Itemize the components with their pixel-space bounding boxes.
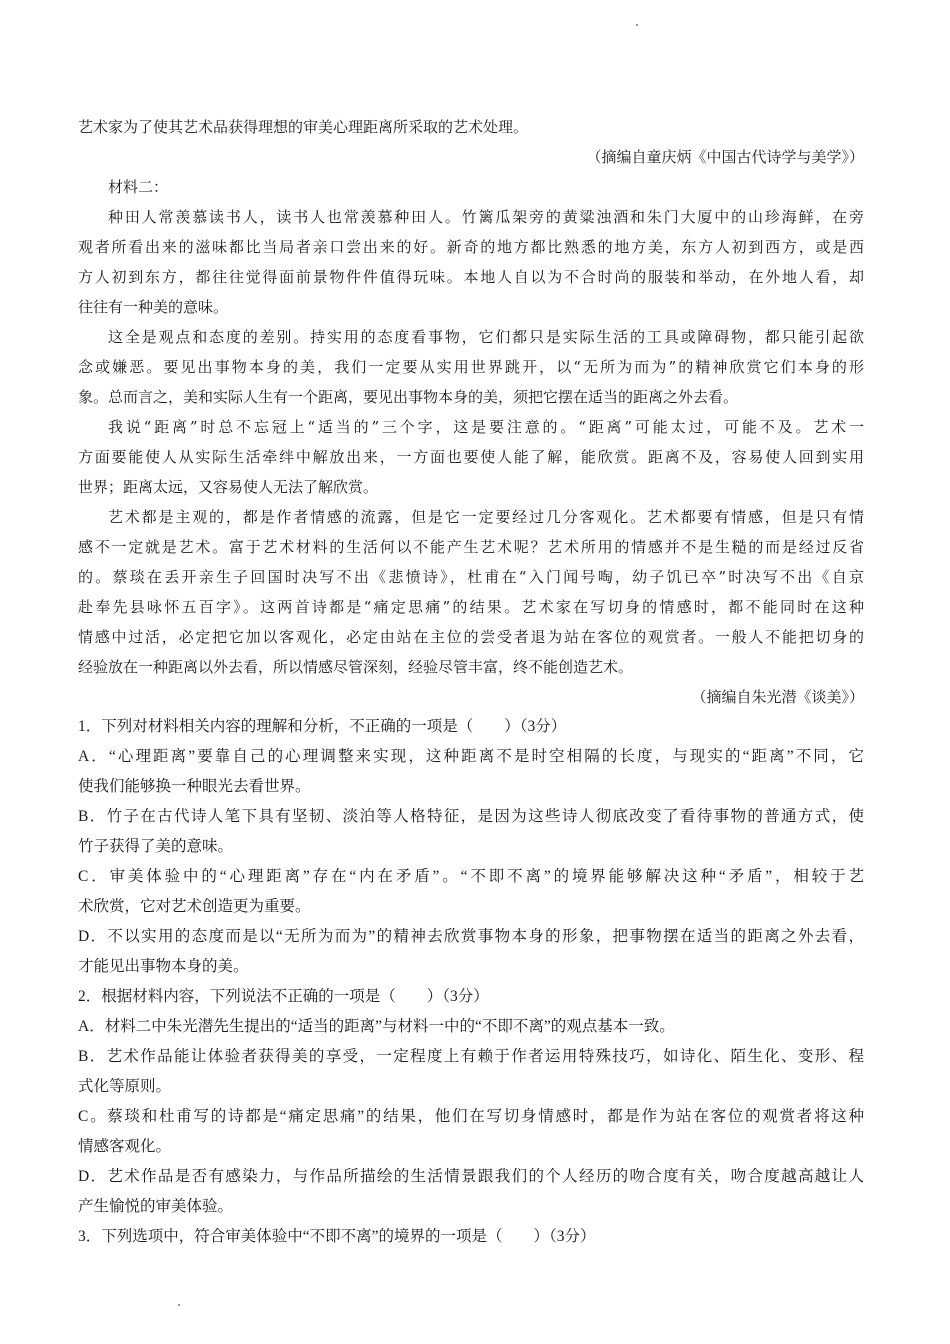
scan-dot-bottom	[178, 1304, 180, 1306]
question-stem: 2．根据材料内容，下列说法不正确的一项是（ ）（3分）	[78, 988, 489, 1005]
option-line: D．不以实用的态度而是以“无所为而为”的精神去欣赏事物本身的形象，把事物摆在适当的距离之外去看，	[78, 928, 864, 945]
option-line: 式化等原则。	[78, 1078, 172, 1095]
paragraph-line: 这全是观点和态度的差别。持实用的态度看事物，它们都只是实际生活的工具或障碍物，都只能引起欲	[108, 328, 864, 346]
paragraph-line: 念或嫌恶。要见出事物本身的美，我们一定要从实用世界跳开，以“无所为而为”的精神欣赏它们本身的形	[78, 358, 864, 376]
paragraph-line: 我说“距离”时总不忘冠上“适当的”三个字，这是要注意的。“距离”可能太过，可能不及。艺术一	[108, 418, 864, 436]
option-c[interactable]	[78, 862, 864, 922]
option-line: C。蔡琰和杜甫写的诗都是“痛定思痛”的结果，他们在写切身情感时，都是作为站在客位的观赏者将这种	[78, 1108, 864, 1125]
material2-paragraph-2	[78, 322, 864, 412]
question-stem: 1．下列对材料相关内容的理解和分析，不正确的一项是（ ）（3分）	[78, 718, 567, 735]
option-b[interactable]	[78, 802, 864, 862]
option-a[interactable]	[78, 742, 864, 802]
paragraph-line: 种田人常羡慕读书人，读书人也常羡慕种田人。竹篱瓜架旁的黄粱浊酒和朱门大厦中的山珍海鲜，在旁	[108, 208, 864, 226]
option-line: A．“心理距离”要靠自己的心理调整来实现，这种距离不是时空相隔的长度，与现实的“距离”不同，它	[78, 748, 864, 765]
material1-tail-line: 艺术家为了使其艺术品获得理想的审美心理距离所采取的艺术处理。	[78, 118, 529, 136]
paragraph-line: 情感中过活，必定把它加以客观化，必定由站在主位的尝受者退为站在客位的观赏者。一般人不能把切身的	[78, 628, 864, 646]
question-1	[78, 712, 864, 982]
option-c[interactable]	[78, 1102, 864, 1162]
material2-paragraph-3	[78, 412, 864, 502]
paragraph-line: 象。总而言之，美和实际人生有一个距离，要见出事物本身的美，须把它摆在适当的距离之外去看。	[78, 388, 739, 406]
material2-paragraph-1	[78, 202, 864, 322]
paragraph-line: 赴奉先县咏怀五百字》。这两首诗都是“痛定思痛”的结果。艺术家在写切身的情感时，都不能同时在这种	[78, 598, 864, 616]
question-3	[78, 1222, 864, 1252]
scan-dot-top	[636, 24, 638, 26]
paragraph-line: 往往有一种美的意味。	[78, 298, 229, 316]
option-line: 才能见出事物本身的美。	[78, 958, 249, 975]
option-line: C．审美体验中的“心理距离”存在“内在矛盾”。“不即不离”的境界能够解决这种“矛盾”，相较于艺	[78, 868, 864, 885]
option-line: 竹子获得了美的意味。	[78, 838, 234, 855]
paragraph-line: 观者所看出来的滋味都比当局者亲口尝出来的好。新奇的地方都比熟悉的地方美，东方人初到西方，或是西	[78, 238, 864, 256]
option-line: 情感客观化。	[78, 1138, 172, 1155]
paragraph-line: 经验放在一种距离以外去看，所以情感尽管深刻，经验尽管丰富，终不能创造艺术。	[78, 658, 634, 676]
option-d[interactable]	[78, 1162, 864, 1222]
material2-heading: 材料二：	[108, 178, 169, 196]
option-line: B．艺术作品能让体验者获得美的享受，一定程度上有赖于作者运用特殊技巧，如诗化、陌生化、变形、程	[78, 1048, 864, 1065]
option-line: 术欣赏，它对艺术创造更为重要。	[78, 898, 311, 915]
material2-paragraph-4	[78, 502, 864, 682]
option-a[interactable]	[78, 1012, 864, 1042]
paragraph-line: 世界；距离太远，又容易使人无法了解欣赏。	[78, 478, 379, 496]
question-2	[78, 982, 864, 1222]
option-d[interactable]	[78, 922, 864, 982]
paragraph-line: 方面要能使人从实际生活牵绊中解放出来，一方面也要使人能了解，能欣赏。距离不及，容易使人回到实用	[78, 448, 864, 466]
paragraph-line: 的。蔡琰在丢开亲生子回国时决写不出《悲愤诗》，杜甫在“入门闻号啕，幼子饥已卒”时决写不出《自京	[78, 568, 864, 586]
option-line: A．材料二中朱光潜先生提出的“适当的距离”与材料一中的“不即不离”的观点基本一致。	[78, 1018, 675, 1035]
material1-source: （摘编自童庆炳《中国古代诗学与美学》）	[586, 148, 864, 166]
paragraph-line: 感不一定就是艺术。富于艺术材料的生活何以不能产生艺术呢？艺术所用的情感并不是生糙的而是经过反省	[78, 538, 864, 556]
option-line: 使我们能够换一种眼光去看世界。	[78, 778, 311, 795]
option-b[interactable]	[78, 1042, 864, 1102]
question-stem: 3．下列选项中，符合审美体验中“不即不离”的境界的一项是（ ）（3分）	[78, 1228, 596, 1245]
material2-source: （摘编自朱光潜《谈美》）	[691, 688, 864, 706]
exam-page	[78, 112, 864, 1252]
option-line: B．竹子在古代诗人笔下具有坚韧、淡泊等人格特征，是因为这些诗人彻底改变了看待事物的普通方式，使	[78, 808, 864, 825]
option-line: 产生愉悦的审美体验。	[78, 1198, 234, 1215]
option-line: D．艺术作品是否有感染力，与作品所描绘的生活情景跟我们的个人经历的吻合度有关，吻合度越高越让人	[78, 1168, 864, 1185]
paragraph-line: 艺术都是主观的，都是作者情感的流露，但是它一定要经过几分客观化。艺术都要有情感，但是只有情	[108, 508, 864, 526]
paragraph-line: 方人初到东方，都往往觉得面前景物件件值得玩味。本地人自以为不合时尚的服装和举动，在外地人看，却	[78, 268, 864, 286]
